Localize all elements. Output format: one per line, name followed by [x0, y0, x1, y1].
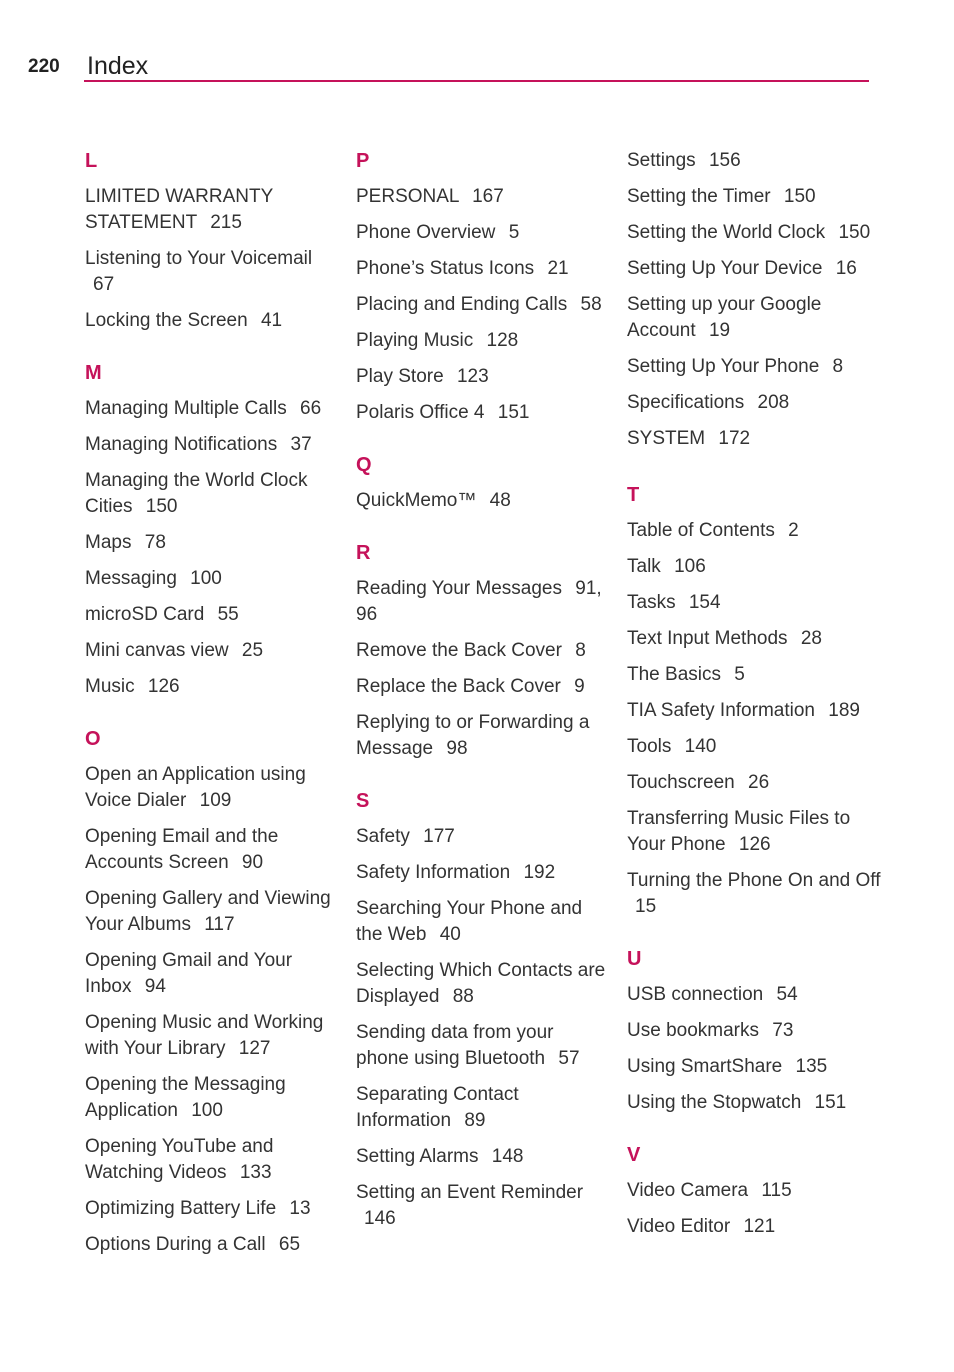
entry-page-number: 167 — [472, 186, 504, 207]
index-entry — [356, 328, 606, 354]
index-entry — [356, 674, 606, 700]
section-letter: Q — [356, 454, 372, 476]
entry-page-number: 28 — [800, 628, 822, 649]
entry-page-number: 40 — [439, 924, 461, 945]
index-entry — [627, 148, 887, 174]
entry-topic: Opening Music and Working with Your Library — [85, 1012, 324, 1059]
entry-page-number: 5 — [508, 222, 520, 243]
entry-topic: Setting Up Your Device — [627, 258, 823, 279]
index-entry — [85, 184, 335, 236]
entry-topic: microSD Card — [85, 604, 205, 625]
entry-topic: Opening Gallery and Viewing Your Albums — [85, 888, 331, 935]
entry-topic: Use bookmarks — [627, 1020, 759, 1041]
entry-topic: Setting an Event Reminder — [356, 1182, 584, 1203]
entry-page-number: 123 — [456, 366, 489, 387]
entry-topic: TIA Safety Information — [627, 700, 815, 721]
entry-page-number: 109 — [199, 790, 232, 811]
index-entry — [356, 256, 606, 282]
section-letter: R — [356, 542, 371, 564]
index-entry — [356, 638, 606, 664]
page-title: Index — [87, 52, 149, 80]
index-entry — [356, 824, 606, 850]
entry-topic: Managing Multiple Calls — [85, 398, 287, 419]
entry-page-number: 8 — [575, 640, 586, 661]
entry-topic: Play Store — [356, 366, 444, 387]
section-letter: O — [85, 728, 101, 750]
entry-page-number: 150 — [145, 496, 178, 517]
index-entry — [356, 488, 606, 514]
entry-page-number: 94 — [144, 976, 166, 997]
section-letter: M — [85, 362, 102, 384]
entry-page-number: 154 — [688, 592, 721, 613]
section-letter: U — [627, 948, 642, 970]
entry-topic: Setting Up Your Phone — [627, 356, 820, 377]
entry-page-number: 126 — [738, 834, 771, 855]
entry-topic: PERSONAL — [356, 186, 459, 207]
entry-page-number: 58 — [580, 294, 602, 315]
entry-topic: Sending data from your phone using Bluetooth — [356, 1022, 554, 1069]
entry-topic: Open an Application using Voice Dialer — [85, 764, 306, 811]
index-entry — [627, 220, 887, 246]
index-entry — [627, 734, 887, 760]
index-entry — [85, 1010, 335, 1062]
entry-page-number: 5 — [734, 664, 745, 685]
index-entry — [356, 896, 606, 948]
entry-topic: Mini canvas view — [85, 640, 229, 661]
index-entry — [85, 432, 335, 458]
index-section-t — [627, 482, 887, 920]
entry-page-number: 150 — [783, 186, 816, 207]
entry-page-number: 89 — [464, 1110, 486, 1131]
index-entry — [356, 1144, 606, 1170]
entry-page-number: 25 — [241, 640, 264, 661]
entry-page-number: 16 — [835, 258, 857, 279]
index-entry — [356, 400, 606, 426]
entry-topic: Messaging — [85, 568, 177, 589]
title-underline — [84, 80, 869, 82]
index-entry — [627, 982, 887, 1008]
entry-topic: Safety Information — [356, 862, 511, 883]
index-entry — [85, 1134, 335, 1186]
entry-topic: Setting Alarms — [356, 1146, 479, 1167]
index-entry — [627, 1018, 887, 1044]
index-section-q — [356, 452, 606, 514]
index-entry — [627, 1214, 887, 1240]
entry-page-number: 41 — [260, 310, 283, 331]
entry-page-number: 135 — [795, 1056, 828, 1077]
index-entry — [356, 292, 606, 318]
index-entry — [627, 256, 887, 282]
index-entry — [85, 1232, 335, 1258]
entry-page-number: 121 — [743, 1216, 776, 1237]
index-entry — [627, 184, 887, 210]
entry-topic: Opening the Messaging Application — [85, 1074, 286, 1121]
index-entry — [356, 860, 606, 886]
entry-page-number: 55 — [217, 604, 239, 625]
index-section-p — [356, 148, 606, 426]
entry-page-number: 100 — [190, 568, 222, 589]
index-entry — [627, 662, 887, 688]
index-entry — [356, 1020, 606, 1072]
entry-page-number: 172 — [718, 428, 751, 449]
index-entry — [356, 364, 606, 390]
entry-topic: Setting up your Google Account — [627, 294, 822, 341]
entry-page-number: 156 — [708, 150, 741, 171]
entry-topic: Opening YouTube and Watching Videos — [85, 1136, 274, 1183]
entry-page-number: 90 — [241, 852, 264, 873]
index-entry — [85, 824, 335, 876]
index-entry — [85, 602, 335, 628]
section-letter: V — [627, 1144, 641, 1166]
entry-page-number: 65 — [278, 1234, 301, 1255]
entry-page-number: 117 — [204, 914, 235, 935]
index-section-u — [627, 946, 887, 1116]
index-entry — [627, 626, 887, 652]
entry-page-number: 127 — [238, 1038, 271, 1059]
entry-topic: Text Input Methods — [627, 628, 788, 649]
entry-page-number: 126 — [147, 676, 180, 697]
entry-page-number: 13 — [289, 1198, 311, 1219]
entry-page-number: 48 — [489, 490, 511, 511]
entry-topic: Reading Your Messages — [356, 578, 562, 599]
index-column-3 — [627, 148, 887, 1266]
entry-topic: Using the Stopwatch — [627, 1092, 802, 1113]
entry-page-number: 151 — [497, 402, 530, 423]
entry-topic: SYSTEM — [627, 428, 706, 449]
entry-page-number: 26 — [748, 772, 770, 793]
entry-page-number: 19 — [708, 320, 731, 341]
index-entry — [85, 468, 335, 520]
entry-topic: Safety — [356, 826, 410, 847]
entry-page-number: 67 — [93, 274, 115, 295]
entry-topic: Tasks — [627, 592, 676, 613]
index-entry — [627, 354, 887, 380]
index-section-l — [85, 148, 335, 334]
entry-page-number: 140 — [684, 736, 717, 757]
entry-topic: Maps — [85, 532, 132, 553]
entry-topic: Specifications — [627, 392, 745, 413]
section-letter: S — [356, 790, 370, 812]
entry-page-number: 115 — [761, 1180, 792, 1201]
section-letter: T — [627, 484, 640, 506]
entry-topic: Phone’s Status Icons — [356, 258, 535, 279]
entry-page-number: 146 — [364, 1208, 396, 1229]
entry-topic: Using SmartShare — [627, 1056, 783, 1077]
entry-topic: Managing Notifications — [85, 434, 278, 455]
index-entry — [627, 698, 887, 724]
entry-page-number: 133 — [239, 1162, 272, 1183]
index-entry — [85, 308, 335, 334]
entry-page-number: 189 — [828, 700, 860, 721]
index-entry — [627, 554, 887, 580]
index-entry — [356, 1082, 606, 1134]
entry-topic: Talk — [627, 556, 661, 577]
index-section-o — [85, 726, 335, 1258]
entry-page-number: 128 — [486, 330, 519, 351]
entry-topic: Setting the World Clock — [627, 222, 826, 243]
entry-page-number: 177 — [423, 826, 455, 847]
entry-topic: Replying to or Forwarding a Message — [356, 712, 590, 759]
entry-page-number: 91, 96 — [356, 578, 602, 625]
index-entry — [627, 868, 887, 920]
entry-topic: Selecting Which Contacts are Displayed — [356, 960, 606, 1007]
entry-topic: Playing Music — [356, 330, 474, 351]
entry-topic: Turning the Phone On and Off — [627, 870, 881, 891]
index-entry — [627, 590, 887, 616]
entry-topic: Setting the Timer — [627, 186, 771, 207]
index-entry — [356, 710, 606, 762]
entry-page-number: 57 — [558, 1048, 580, 1069]
entry-topic: LIMITED WARRANTY STATEMENT — [85, 186, 273, 233]
index-section-s — [356, 788, 606, 1232]
entry-page-number: 151 — [814, 1092, 847, 1113]
index-entry — [85, 1072, 335, 1124]
index-entry — [356, 220, 606, 246]
index-entry — [85, 530, 335, 556]
entry-topic: Searching Your Phone and the Web — [356, 898, 583, 945]
index-entry — [356, 1180, 606, 1232]
entry-page-number: 8 — [832, 356, 844, 377]
entry-page-number: 21 — [547, 258, 569, 279]
index-entry — [356, 576, 606, 628]
entry-topic: Replace the Back Cover — [356, 676, 561, 697]
index-entry — [356, 958, 606, 1010]
entry-page-number: 9 — [574, 676, 585, 697]
index-entry — [85, 246, 335, 298]
entry-topic: The Basics — [627, 664, 721, 685]
index-section-v — [627, 1142, 887, 1240]
index-column-2 — [356, 148, 606, 1258]
entry-page-number: 98 — [446, 738, 468, 759]
entry-page-number: 148 — [491, 1146, 524, 1167]
entry-topic: Placing and Ending Calls — [356, 294, 568, 315]
entry-page-number: 208 — [757, 392, 790, 413]
entry-topic: Transferring Music Files to Your Phone — [627, 808, 851, 855]
index-entry — [627, 390, 887, 416]
index-entry — [85, 566, 335, 592]
index-section-m — [85, 360, 335, 700]
entry-topic: Opening Gmail and Your Inbox — [85, 950, 293, 997]
entry-page-number: 73 — [772, 1020, 794, 1041]
section-letter: L — [85, 150, 98, 172]
entry-topic: Video Camera — [627, 1180, 749, 1201]
entry-topic: Music — [85, 676, 135, 697]
index-entry — [356, 184, 606, 210]
section-letter: P — [356, 150, 370, 172]
entry-topic: Optimizing Battery Life — [85, 1198, 277, 1219]
index-entry — [85, 674, 335, 700]
entry-topic: QuickMemo™ — [356, 490, 477, 511]
index-entry — [85, 762, 335, 814]
entry-topic: Settings — [627, 150, 696, 171]
index-section-continued — [627, 148, 887, 452]
entry-page-number: 106 — [674, 556, 706, 577]
index-column-1 — [85, 148, 335, 1284]
entry-page-number: 54 — [776, 984, 798, 1005]
entry-topic: Table of Contents — [627, 520, 775, 541]
entry-topic: Managing the World Clock Cities — [85, 470, 308, 517]
index-entry — [627, 806, 887, 858]
index-entry — [627, 426, 887, 452]
index-entry — [85, 638, 335, 664]
page-number: 220 — [28, 56, 60, 77]
index-entry — [627, 1054, 887, 1080]
index-entry — [85, 1196, 335, 1222]
entry-page-number: 15 — [635, 896, 657, 917]
index-entry — [627, 518, 887, 544]
entry-page-number: 66 — [300, 398, 322, 419]
index-entry — [85, 396, 335, 422]
index-entry — [85, 886, 335, 938]
entry-topic: Touchscreen — [627, 772, 735, 793]
entry-page-number: 2 — [788, 520, 799, 541]
entry-topic: Opening Email and the Accounts Screen — [85, 826, 279, 873]
index-section-r — [356, 540, 606, 762]
entry-page-number: 150 — [838, 222, 871, 243]
entry-page-number: 215 — [210, 212, 242, 233]
entry-topic: USB connection — [627, 984, 764, 1005]
index-entry — [627, 292, 887, 344]
entry-page-number: 100 — [191, 1100, 223, 1121]
entry-page-number: 37 — [290, 434, 312, 455]
entry-topic: Remove the Back Cover — [356, 640, 562, 661]
entry-topic: Locking the Screen — [85, 310, 248, 331]
entry-topic: Separating Contact Information — [356, 1084, 519, 1131]
entry-topic: Tools — [627, 736, 672, 757]
entry-page-number: 88 — [452, 986, 474, 1007]
index-entry — [627, 770, 887, 796]
index-entry — [85, 948, 335, 1000]
entry-page-number: 78 — [144, 532, 166, 553]
entry-topic: Polaris Office 4 — [356, 402, 485, 423]
entry-topic: Video Editor — [627, 1216, 731, 1237]
entry-topic: Listening to Your Voicemail — [85, 248, 313, 269]
entry-topic: Phone Overview — [356, 222, 496, 243]
index-entry — [627, 1090, 887, 1116]
index-entry — [627, 1178, 887, 1204]
entry-page-number: 192 — [523, 862, 556, 883]
entry-topic: Options During a Call — [85, 1234, 266, 1255]
